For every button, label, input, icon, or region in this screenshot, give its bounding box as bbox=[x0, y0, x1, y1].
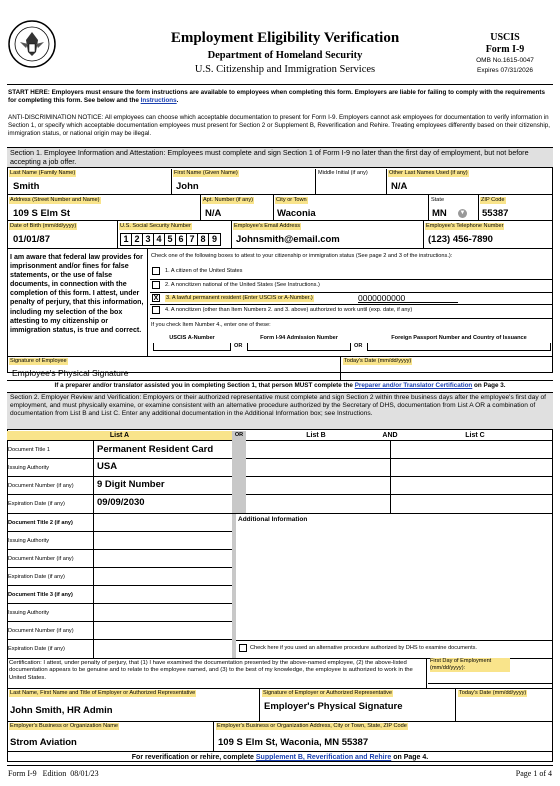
rep-today-label: Today's Date (mm/dd/yyyy) bbox=[459, 690, 527, 696]
header-divider bbox=[7, 84, 553, 85]
divider bbox=[213, 722, 214, 752]
state-label: State bbox=[431, 197, 445, 203]
preparer-notice-text: If a preparer and/or translator assisted you in completing Section 1, that person MUST complete the bbox=[54, 382, 353, 389]
rep-name-field[interactable]: John Smith, HR Admin bbox=[10, 705, 113, 716]
alt-procedure-checkbox[interactable] bbox=[239, 644, 247, 652]
divider bbox=[7, 721, 553, 722]
form-title: Employment Eligibility Verification bbox=[170, 30, 400, 46]
additional-info-field[interactable] bbox=[237, 526, 552, 638]
divider bbox=[455, 689, 456, 721]
divider bbox=[7, 220, 553, 221]
agency-name: U.S. Citizenship and Immigration Services bbox=[194, 64, 376, 75]
passport-number-input[interactable] bbox=[367, 343, 551, 351]
item4-row bbox=[151, 331, 551, 351]
doc-title-2-label: Document Title 2 (if any) bbox=[8, 520, 73, 526]
ssn-digit: 8 bbox=[198, 234, 209, 245]
divider bbox=[315, 169, 316, 194]
ssn-digit: 6 bbox=[176, 234, 187, 245]
divider bbox=[7, 567, 232, 568]
doc-title-3-label: Document Title 3 (if any) bbox=[8, 592, 73, 598]
business-address-field[interactable]: 109 S Elm St, Waconia, MN 55387 bbox=[218, 737, 369, 748]
business-name-field[interactable]: Strom Aviation bbox=[10, 737, 77, 748]
divider bbox=[7, 549, 232, 550]
divider bbox=[7, 380, 553, 381]
citizen-option: 1. A citizen of the United States bbox=[165, 268, 243, 274]
divider bbox=[7, 765, 553, 766]
ssn-digit: 4 bbox=[154, 234, 165, 245]
issuing-authority-field[interactable]: USA bbox=[97, 461, 118, 472]
ssn-field[interactable] bbox=[120, 233, 221, 246]
ssn-digit: 7 bbox=[187, 234, 198, 245]
middle-initial-label: Middle Initial (if any) bbox=[318, 170, 368, 176]
noncitizen-national-checkbox[interactable] bbox=[152, 281, 160, 289]
department-name: Department of Homeland Security bbox=[207, 50, 363, 61]
doc-title-1-label: Document Title 1 bbox=[8, 447, 50, 453]
check-instructions: Check one of the following boxes to attest to your citizenship or immigration status (See page 2 and 3 of the instructions.): bbox=[151, 253, 453, 259]
or-column-lower bbox=[232, 513, 236, 658]
omb-number: OMB No.1615-0047 bbox=[476, 57, 534, 64]
noncitizen-authorized-option: 4. A noncitizen (other than Item Numbers 2. and 3. above) authorized to work until (exp. date, if any) bbox=[165, 307, 413, 313]
supplement-b-link[interactable]: Supplement B, Reverification and Rehire bbox=[255, 754, 392, 761]
item4-instructions: If you check Item Number 4., enter one of these: bbox=[151, 322, 271, 328]
section2-header: Section 2. Employer Review and Verification: Employers or their authorized representative must complete and sign Section 2 within three business days after the employee's first day of employment, and must physically examine, or examine consistent with an alternative procedure authorized by the Secretary of DHS, documentation from List A OR a combination of documentation from List B and List C. Enter any additional documentation in the Additional Information box; see Instructions. bbox=[7, 392, 553, 430]
passport-label: Foreign Passport Number and Country of Issuance bbox=[391, 335, 527, 341]
divider bbox=[423, 221, 424, 248]
ssn-digit: 9 bbox=[211, 234, 217, 244]
divider bbox=[150, 292, 553, 293]
reverification-end: on Page 4. bbox=[393, 754, 429, 761]
uscis-label: USCIS bbox=[490, 32, 520, 43]
reverification-notice bbox=[7, 754, 553, 761]
phone-field[interactable]: (123) 456-7890 bbox=[428, 234, 493, 245]
start-here-notice: START HERE: Employers must ensure the form instructions are available to employees when completing this form. Employers are liable for failing to comply with the requirements for completing this form. See below and the Instructions. bbox=[8, 89, 545, 104]
state-select[interactable]: MN bbox=[432, 208, 447, 219]
issuing-authority-label: Issuing Authority bbox=[8, 465, 50, 471]
divider bbox=[231, 221, 232, 248]
rep-name-label: Last Name, First Name and Title of Employer or Authorized Representative bbox=[10, 690, 196, 696]
address-field[interactable]: 109 S Elm St bbox=[13, 208, 71, 219]
zip-code-field[interactable]: 55387 bbox=[482, 208, 509, 219]
expiration-date: Expires 07/31/2026 bbox=[476, 67, 533, 74]
document-number-3-label: Document Number (if any) bbox=[8, 628, 74, 634]
noncitizen-national-option: 2. A noncitizen national of the United States (See Instructions.) bbox=[165, 282, 320, 288]
divider bbox=[7, 751, 553, 752]
divider bbox=[7, 531, 232, 532]
divider bbox=[7, 688, 553, 689]
and-separator: AND bbox=[382, 432, 398, 439]
ssn-digit: 3 bbox=[143, 234, 154, 245]
start-here-text: START HERE: Employers must ensure the form instructions are available to employees when completing this form. Employers are liable for failing to comply with the requirements for completing this form. See below and the bbox=[8, 89, 545, 104]
rep-signature-field[interactable]: Employer's Physical Signature bbox=[264, 701, 403, 712]
document-number-2-label: Document Number (if any) bbox=[8, 556, 74, 562]
permanent-resident-option: 3. A lawful permanent resident (Enter USCIS or A-Number.) bbox=[166, 295, 313, 301]
divider bbox=[259, 689, 260, 721]
or-label: OR bbox=[354, 343, 363, 349]
divider bbox=[273, 195, 274, 220]
divider bbox=[7, 494, 232, 495]
phone-label: Employee's Telephone Number bbox=[426, 223, 504, 229]
form-edition: Form I-9 Edition 08/01/23 bbox=[8, 769, 99, 778]
first-name-field[interactable]: John bbox=[176, 181, 199, 192]
ssn-label: U.S. Social Security Number bbox=[120, 223, 191, 229]
divider bbox=[147, 248, 148, 356]
divider bbox=[246, 494, 553, 495]
divider bbox=[236, 640, 553, 641]
issuing-authority-2-label: Issuing Authority bbox=[8, 538, 50, 544]
instructions-link[interactable]: Instructions bbox=[140, 97, 177, 104]
divider bbox=[7, 194, 553, 195]
citizen-checkbox[interactable] bbox=[152, 267, 160, 275]
address-label: Address (Street Number and Name) bbox=[10, 197, 100, 203]
divider bbox=[7, 639, 232, 640]
divider bbox=[428, 195, 429, 220]
divider bbox=[7, 356, 553, 357]
or-separator: OR bbox=[232, 431, 246, 440]
divider bbox=[246, 458, 553, 459]
dob-field[interactable]: 01/01/87 bbox=[13, 234, 50, 245]
first-day-field[interactable] bbox=[428, 674, 552, 684]
divider bbox=[7, 513, 553, 514]
first-day-label: First Day of Employment (mm/dd/yyyy): bbox=[430, 658, 510, 672]
preparer-certification-link[interactable]: Preparer and/or Translator Certification bbox=[354, 382, 473, 389]
issuing-authority-3-label: Issuing Authority bbox=[8, 610, 50, 616]
certification-text: Certification: I attest, under penalty of perjury, that (1) I have examined the documentation presented by the above-named employee, (2) the above-listed documentation appears to be genuine and to relate to the employee named, and (3) to the best of my knowledge, the employee is authorized to work in the United States. bbox=[9, 660, 413, 681]
or-column bbox=[232, 440, 246, 513]
apt-number-field[interactable]: N/A bbox=[205, 208, 222, 219]
noncitizen-authorized-checkbox[interactable] bbox=[152, 306, 160, 314]
list-c-header: List C bbox=[465, 432, 485, 439]
divider bbox=[7, 440, 553, 441]
today-date-label: Today's Date (mm/dd/yyyy) bbox=[344, 358, 412, 364]
divider bbox=[7, 585, 232, 586]
last-name-field[interactable]: Smith bbox=[13, 181, 40, 192]
preparer-notice bbox=[7, 382, 553, 389]
divider bbox=[117, 221, 118, 248]
doc-title-1-field[interactable]: Permanent Resident Card bbox=[97, 444, 214, 455]
employee-signature-field[interactable]: Employee's Physical Signature bbox=[12, 368, 129, 378]
alt-procedure-label: Check here if you used an alternative procedure authorized by DHS to examine documents. bbox=[250, 645, 477, 651]
anti-discrimination-notice: ANTI-DISCRIMINATION NOTICE: All employees can choose which acceptable documentation to present for Form I-9. Employers cannot ask employees for documentation to verify information in Section 1, or specify which acceptable documentation employees must present for Section 2 or Supplement B, Reverification and Rehire. Treating employees differently based on their citizenship, immigration status, or national origin may be illegal. bbox=[8, 114, 551, 137]
business-address-label: Employer's Business or Organization Address, City or Town, State, ZIP Code bbox=[217, 723, 407, 729]
uscis-a-number-input[interactable] bbox=[153, 343, 231, 351]
divider bbox=[7, 458, 232, 459]
city-field[interactable]: Waconia bbox=[277, 208, 316, 219]
first-name-label: First Name (Given Name) bbox=[174, 170, 238, 176]
divider bbox=[150, 279, 553, 280]
divider bbox=[171, 169, 172, 194]
i94-number-input[interactable] bbox=[247, 343, 351, 351]
a-number-label: USCIS A-Number bbox=[169, 335, 215, 341]
preparer-notice-end: on Page 3. bbox=[474, 382, 506, 389]
email-field[interactable]: Johnsmith@email.com bbox=[236, 234, 340, 245]
a-number-field[interactable]: 0000000000 bbox=[358, 293, 458, 303]
permanent-resident-checkbox[interactable]: X bbox=[153, 295, 159, 302]
reverification-text: For reverification or rehire, complete bbox=[131, 754, 254, 761]
expiration-date-2-label: Expiration Date (if any) bbox=[8, 574, 65, 580]
document-number-label: Document Number (if any) bbox=[8, 483, 74, 489]
dhs-seal bbox=[8, 20, 56, 68]
rep-signature-label: Signature of Employer or Authorized Representative bbox=[263, 690, 393, 696]
last-name-label: Last Name (Family Name) bbox=[10, 170, 76, 176]
divider bbox=[478, 195, 479, 220]
other-last-names-label: Other Last Names Used (if any) bbox=[389, 170, 468, 176]
divider bbox=[7, 476, 232, 477]
attestation-text: I am aware that federal law provides for imprisonment and/or fines for false statements, or the use of false documents, in connection with the completion of this form. I attest, under penalty of perjury, that this information, including my selection of the box attesting to my citizenship or immigration status, is true and correct. bbox=[10, 253, 144, 334]
i94-label: Form I-94 Admission Number bbox=[260, 335, 338, 341]
ssn-digit: 2 bbox=[132, 234, 143, 245]
city-label: City or Town bbox=[276, 197, 307, 203]
email-label: Employee's Email Address bbox=[234, 223, 301, 229]
expiration-date-label: Expiration Date (if any) bbox=[8, 501, 65, 507]
ssn-digit: 1 bbox=[121, 234, 132, 245]
expiration-date-3-label: Expiration Date (if any) bbox=[8, 646, 65, 652]
additional-info-label: Additional Information bbox=[238, 516, 308, 523]
divider bbox=[340, 357, 341, 380]
list-b-header: List B bbox=[306, 432, 326, 439]
zip-code-label: ZIP Code bbox=[481, 197, 505, 203]
divider bbox=[150, 318, 553, 319]
list-a-header: List A bbox=[7, 431, 232, 440]
chevron-down-icon[interactable]: ▼ bbox=[459, 210, 466, 216]
divider bbox=[150, 304, 553, 305]
other-last-names-field[interactable]: N/A bbox=[391, 181, 408, 192]
divider bbox=[386, 169, 387, 194]
divider bbox=[426, 658, 427, 688]
document-number-field[interactable]: 9 Digit Number bbox=[97, 479, 165, 490]
page-number: Page 1 of 4 bbox=[515, 769, 552, 778]
or-label: OR bbox=[234, 343, 243, 349]
divider bbox=[7, 603, 232, 604]
divider bbox=[7, 621, 232, 622]
employee-signature-label: Signature of Employee bbox=[10, 358, 67, 364]
business-name-label: Employer's Business or Organization Name bbox=[10, 723, 119, 729]
form-number: Form I-9 bbox=[485, 44, 525, 55]
dob-label: Date of Birth (mm/dd/yyyy) bbox=[10, 223, 77, 229]
divider bbox=[246, 476, 553, 477]
section1-header: Section 1. Employee Information and Attestation: Employees must complete and sign Section 1 of Form I-9 no later than the first day of employment, but not before accepting a job offer. bbox=[7, 147, 553, 168]
divider bbox=[7, 248, 553, 249]
expiration-date-field[interactable]: 09/09/2030 bbox=[97, 497, 145, 508]
ssn-digit: 5 bbox=[165, 234, 176, 245]
apt-number-label: Apt. Number (if any) bbox=[203, 197, 254, 203]
divider bbox=[200, 195, 201, 220]
